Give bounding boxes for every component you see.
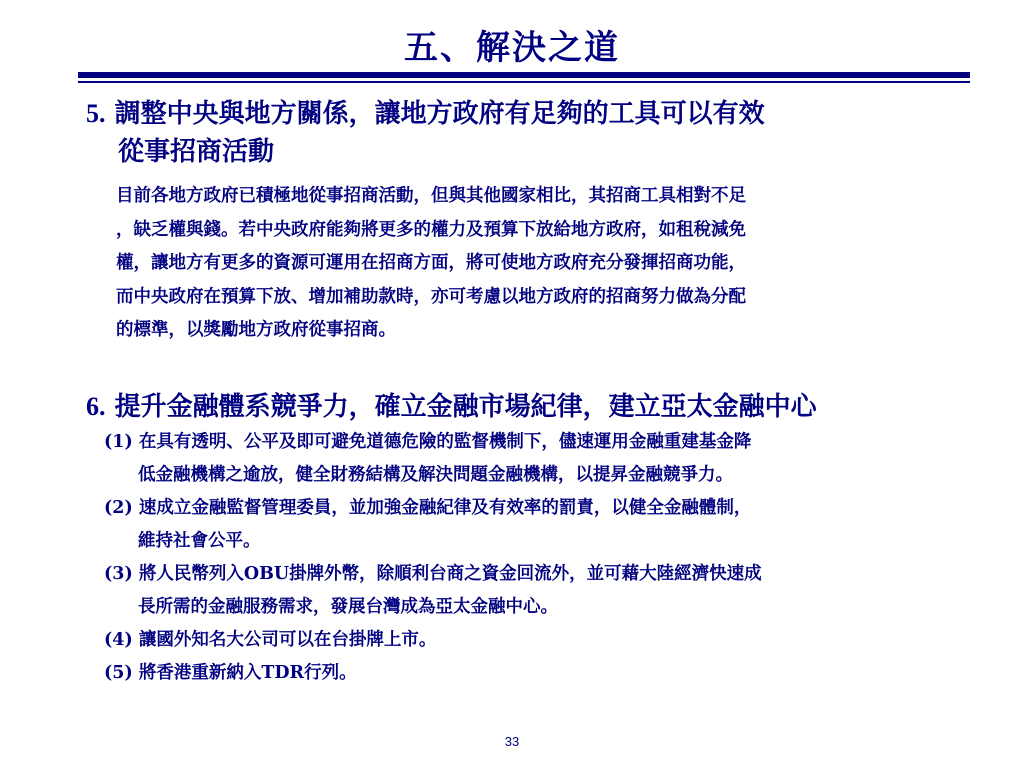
list-item-line1: (3) 將人民幣列入OBU掛牌外幣，除順利台商之資金回流外，並可藉大陸經濟快速成 (104, 564, 762, 584)
list-item-line1: (4) 讓國外知名大公司可以在台掛牌上市。 (104, 630, 437, 650)
list-item (104, 657, 964, 690)
section-6-heading-text: 提升金融體系競爭力，確立金融市場紀律，建立亞太金融中心 (114, 392, 817, 422)
list-item-line1: (2) 速成立金融監督管理委員，並加強金融紀律及有效率的罰責，以健全金融體制， (104, 498, 752, 518)
list-item (104, 492, 964, 558)
section-6-heading (86, 388, 986, 426)
list-item (104, 624, 964, 657)
section-5-heading (86, 95, 986, 171)
paragraph-line: 而中央政府在預算下放、增加補助款時，亦可考慮以地方政府的招商努力做為分配 (116, 286, 746, 307)
page-number: 33 (504, 734, 520, 749)
list-item-line1: (1) 在具有透明、公平及即可避免道德危險的監督機制下，儘速運用金融重建基金降 (104, 432, 752, 452)
paragraph-line: 權，讓地方有更多的資源可運用在招商方面，將可使地方政府充分發揮招商功能， (116, 253, 746, 273)
title-divider-thick (78, 72, 970, 78)
list-item (104, 426, 964, 492)
section-5-heading-line1: 調整中央與地方關係，讓地方政府有足夠的工具可以有效 (114, 99, 765, 129)
section-5-paragraph (116, 180, 946, 348)
section-6-number: 6. (86, 392, 106, 421)
section-5-heading-line2: 從事招商活動 (118, 137, 275, 167)
list-item-line2: 維持社會公平。 (138, 531, 261, 551)
section-5-number: 5. (86, 99, 106, 128)
slide-title: 五、解決之道 (404, 28, 620, 68)
list-item-line2: 低金融機構之逾放，健全財務結構及解決問題金融機構，以提昇金融競爭力。 (138, 465, 733, 485)
paragraph-line: ，缺乏權與錢。若中央政府能夠將更多的權力及預算下放給地方政府，如租稅減免 (116, 219, 746, 240)
paragraph-line: 的標準，以獎勵地方政府從事招商。 (116, 320, 396, 340)
section-6-list (104, 426, 964, 690)
paragraph-line: 目前各地方政府已積極地從事招商活動，但與其他國家相比，其招商工具相對不足 (116, 186, 746, 206)
list-item (104, 558, 964, 624)
title-divider-thin (78, 81, 970, 83)
list-item-line2: 長所需的金融服務需求，發展台灣成為亞太金融中心。 (138, 597, 558, 617)
list-item-line1: (5) 將香港重新納入TDR行列。 (104, 663, 357, 683)
